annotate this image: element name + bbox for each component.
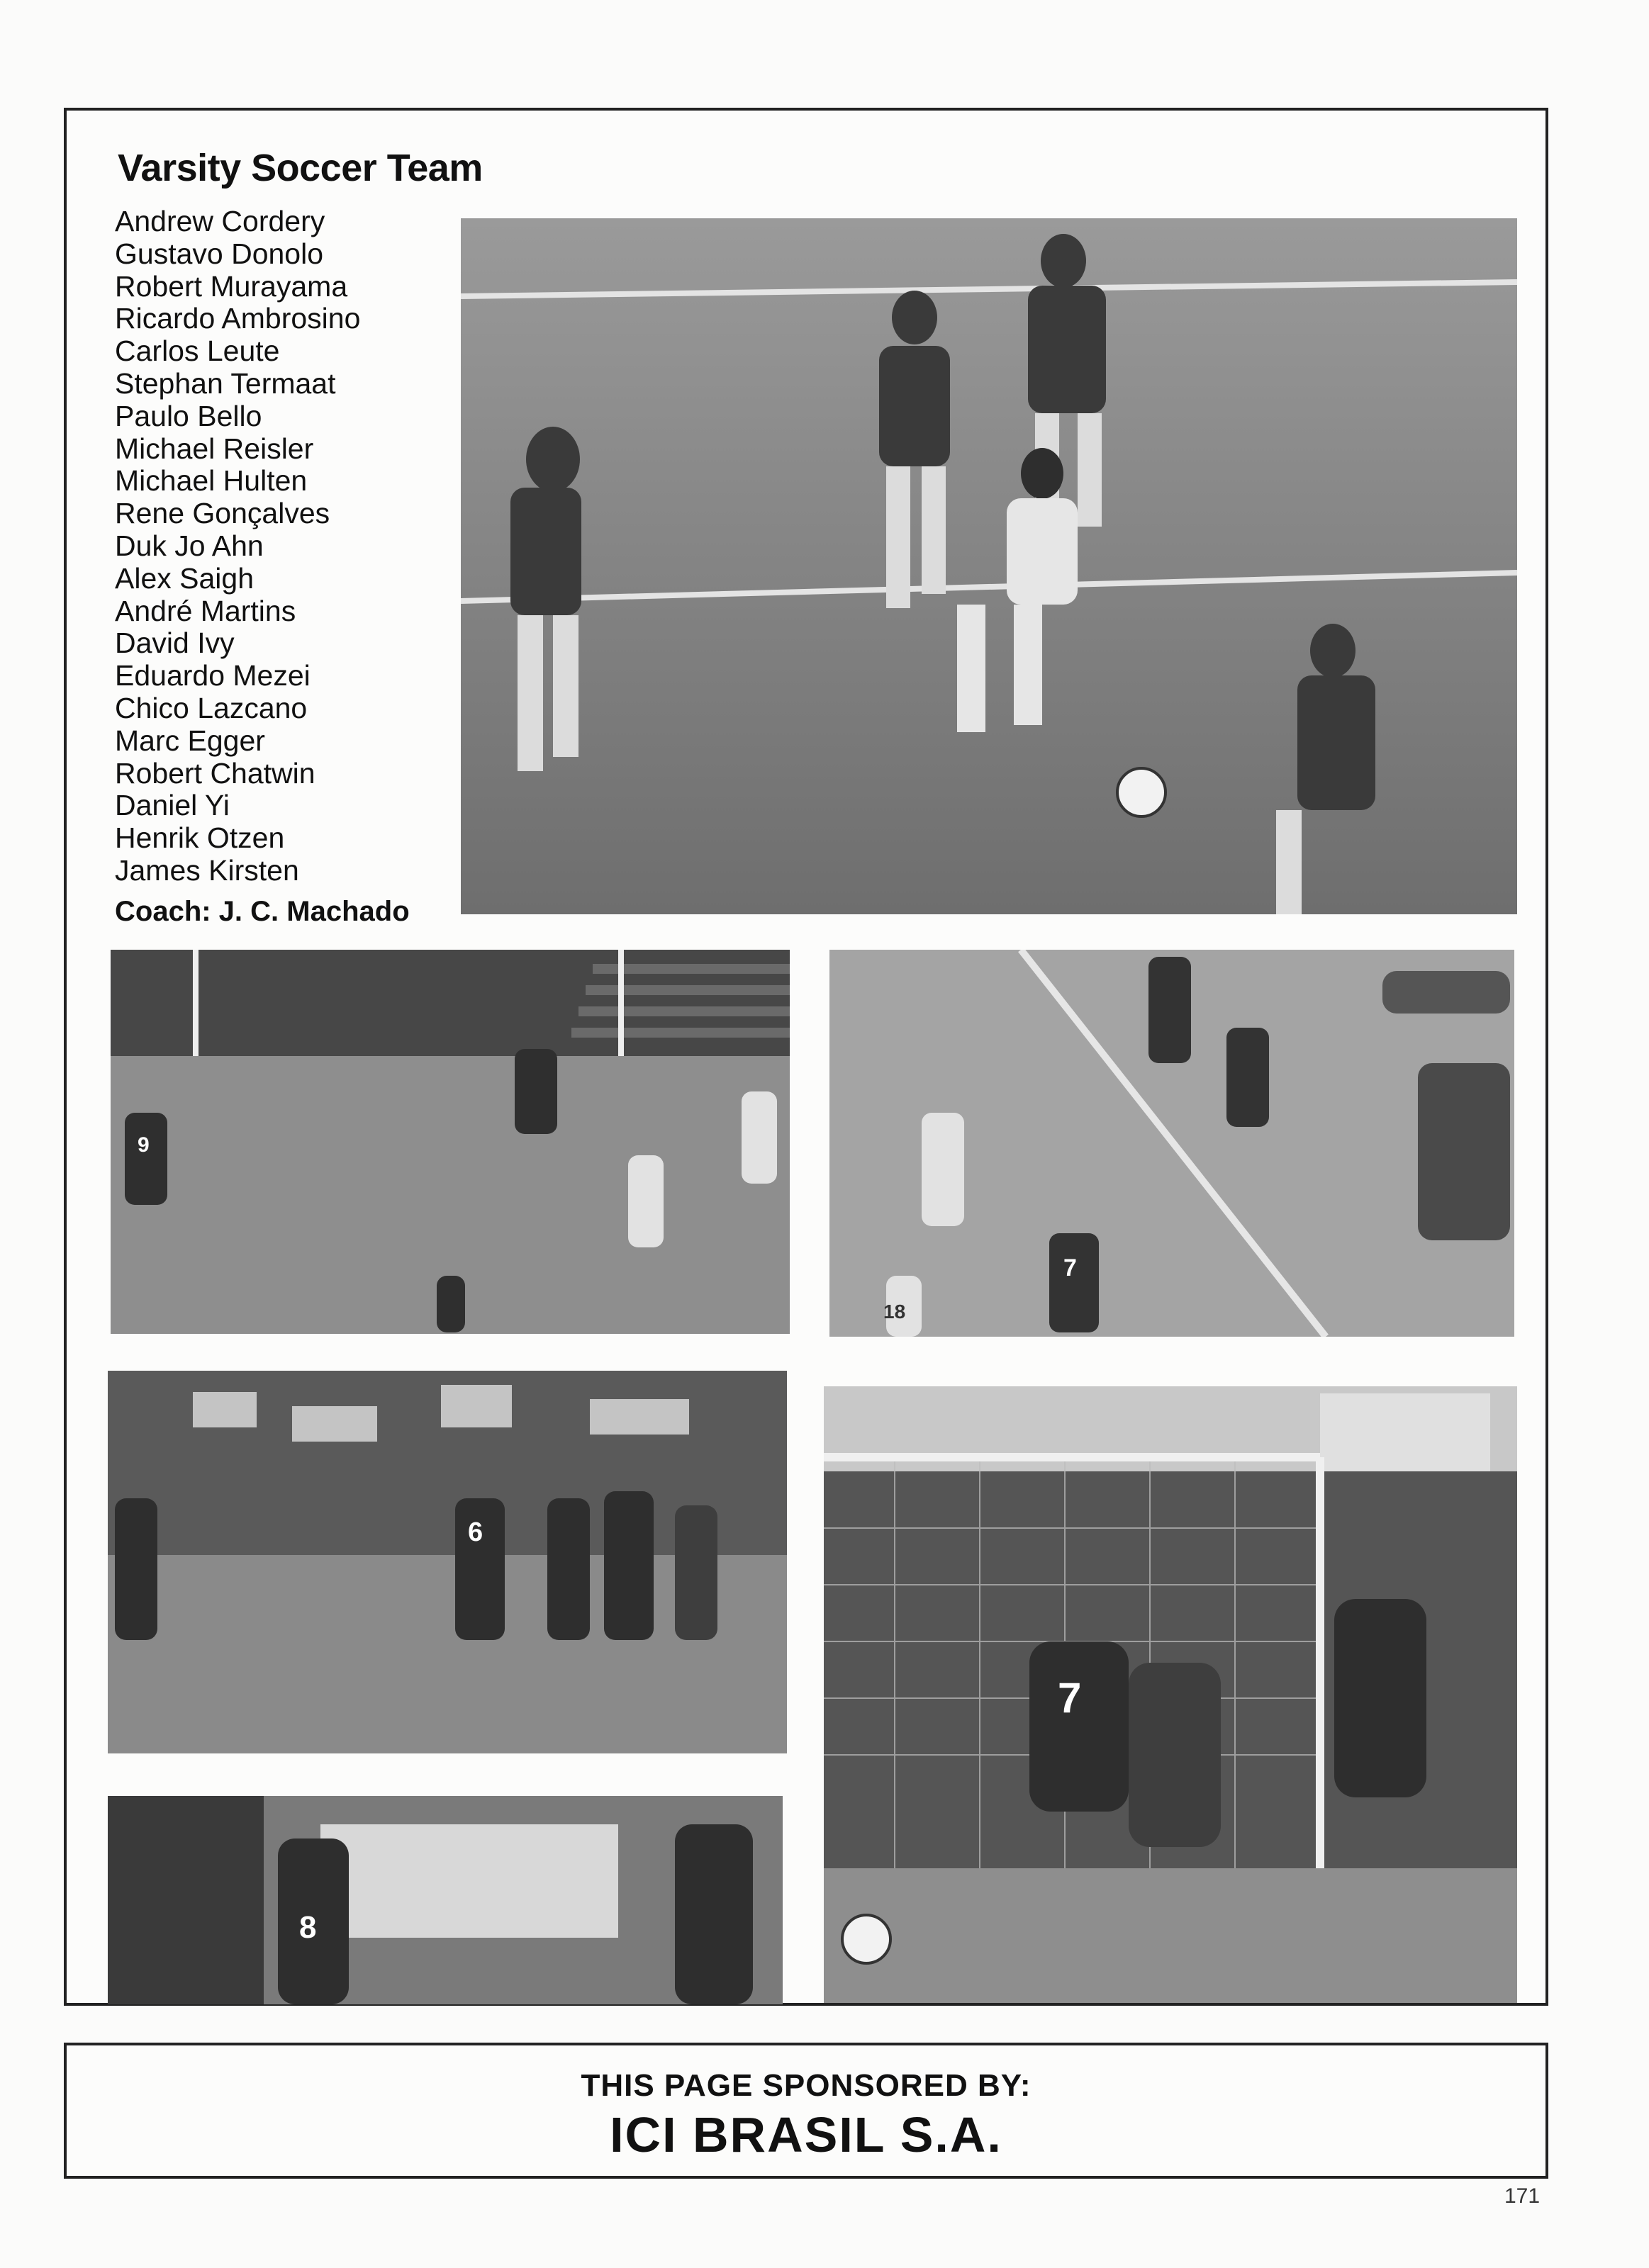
roster-name: André Martins [115,594,296,627]
roster-name: Alex Saigh [115,561,255,595]
sponsor-box [64,2043,1548,2179]
photo-soccer-action-main [461,218,1517,914]
roster-name: Eduardo Mezei [115,659,311,692]
roster-name: David Ivy [115,627,235,660]
roster-name: Robert Murayama [115,269,348,303]
photo-players-buildings [108,1796,783,2004]
page-title: Varsity Soccer Team [118,147,483,189]
roster-name: Gustavo Donolo [115,237,324,270]
roster-name: Chico Lazcano [115,691,308,724]
roster-name: Andrew Cordery [115,205,325,237]
roster-name: Paulo Bello [115,399,262,432]
roster-name: James Kirsten [115,853,299,887]
jersey-number: 8 [299,1910,317,1945]
photo-goalmouth-scramble [824,1386,1517,2003]
team-roster [115,206,455,887]
jersey-number: 18 [883,1301,906,1323]
jersey-number: 6 [468,1517,483,1547]
roster-name: Carlos Leute [115,335,280,368]
roster-name: Robert Chatwin [115,756,315,790]
sponsor-label: THIS PAGE SPONSORED BY: [581,2068,1032,2103]
jersey-number: 7 [1063,1254,1077,1281]
roster-name: Rene Gonçalves [115,497,330,530]
jersey-number: 9 [138,1133,150,1157]
roster-name: Daniel Yi [115,789,230,822]
sponsor-name: ICI BRASIL S.A. [610,2107,1002,2162]
photo-players-hillside [108,1371,787,1753]
roster-name: Marc Egger [115,724,265,757]
roster-name: Ricardo Ambrosino [115,302,361,335]
roster-name: Michael Hulten [115,464,308,498]
roster-name: Michael Reisler [115,432,314,465]
jersey-number: 7 [1058,1674,1082,1722]
photo-referee-sideline [829,950,1514,1337]
roster-name: Duk Jo Ahn [115,529,264,562]
roster-name: Henrik Otzen [115,821,285,855]
roster-name: Stephan Termaat [115,366,336,400]
page-number: 171 [1504,2184,1541,2208]
coach-name: Coach: J. C. Machado [115,896,410,927]
photo-field-near-bleachers [111,950,790,1334]
